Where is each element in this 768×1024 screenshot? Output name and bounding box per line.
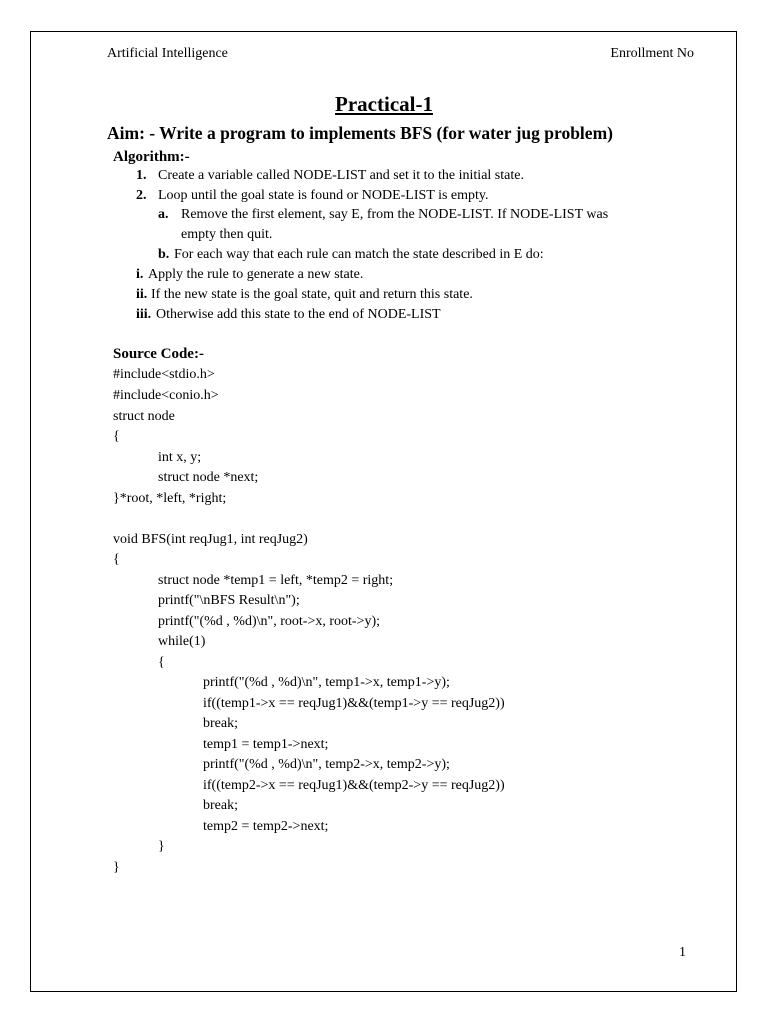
roman-text: Otherwise add this state to the end of NODE-LIST [156,307,441,322]
page-title: Practical-1 [335,92,433,116]
code-line: temp1 = temp1->next; [203,737,329,752]
roman-text: If the new state is the goal state, quit and return this state. [151,287,473,302]
code-line: printf("(%d , %d)\n", temp2->x, temp2->y); [203,757,450,772]
substep-text-continued: empty then quit. [181,227,273,242]
code-line: while(1) [158,634,206,649]
source-code-heading: Source Code:- [113,346,204,362]
code-line: { [113,429,120,444]
code-line: if((temp1->x == reqJug1)&&(temp1->y == reqJug2)) [203,696,505,711]
roman-text: Apply the rule to generate a new state. [148,267,364,282]
step-text: Create a variable called NODE-LIST and set it to the initial state. [158,168,524,183]
header-enrollment-label: Enrollment No [610,46,694,61]
roman-marker: ii. [136,287,148,302]
code-line: int x, y; [158,450,202,465]
code-line: struct node *temp1 = left, *temp2 = right; [158,573,394,588]
substep-text: Remove the first element, say E, from the NODE-LIST. If NODE-LIST was [181,207,609,222]
algorithm-heading: Algorithm:- [113,149,190,165]
code-line: printf("(%d , %d)\n", temp1->x, temp1->y); [203,675,450,690]
code-line: struct node [113,409,175,424]
code-line: printf("\nBFS Result\n"); [158,593,300,608]
code-line: break; [203,716,238,731]
code-line: } [113,860,120,875]
step-text: Loop until the goal state is found or NODE-LIST is empty. [158,188,489,203]
substep-text: For each way that each rule can match the state described in E do: [174,247,544,262]
code-line: { [158,655,165,670]
step-marker: 2. [136,188,147,203]
roman-marker: iii. [136,307,152,322]
code-line: } [158,839,165,854]
code-line: #include<conio.h> [113,388,219,403]
substep-marker: a. [158,207,169,222]
code-line: temp2 = temp2->next; [203,819,329,834]
code-line: struct node *next; [158,470,259,485]
substep-marker: b. [158,247,170,262]
code-line: break; [203,798,238,813]
code-line: #include<stdio.h> [113,367,215,382]
code-line: if((temp2->x == reqJug1)&&(temp2->y == reqJug2)) [203,778,505,793]
aim-statement: Aim: - Write a program to implements BFS (for water jug problem) [107,123,613,143]
page-number: 1 [679,945,686,960]
code-line: printf("(%d , %d)\n", root->x, root->y); [158,614,381,629]
code-line: }*root, *left, *right; [113,491,227,506]
code-line: void BFS(int reqJug1, int reqJug2) [113,532,308,547]
header-course-title: Artificial Intelligence [107,46,228,61]
step-marker: 1. [136,168,147,183]
roman-marker: i. [136,267,144,282]
code-line: { [113,552,120,567]
